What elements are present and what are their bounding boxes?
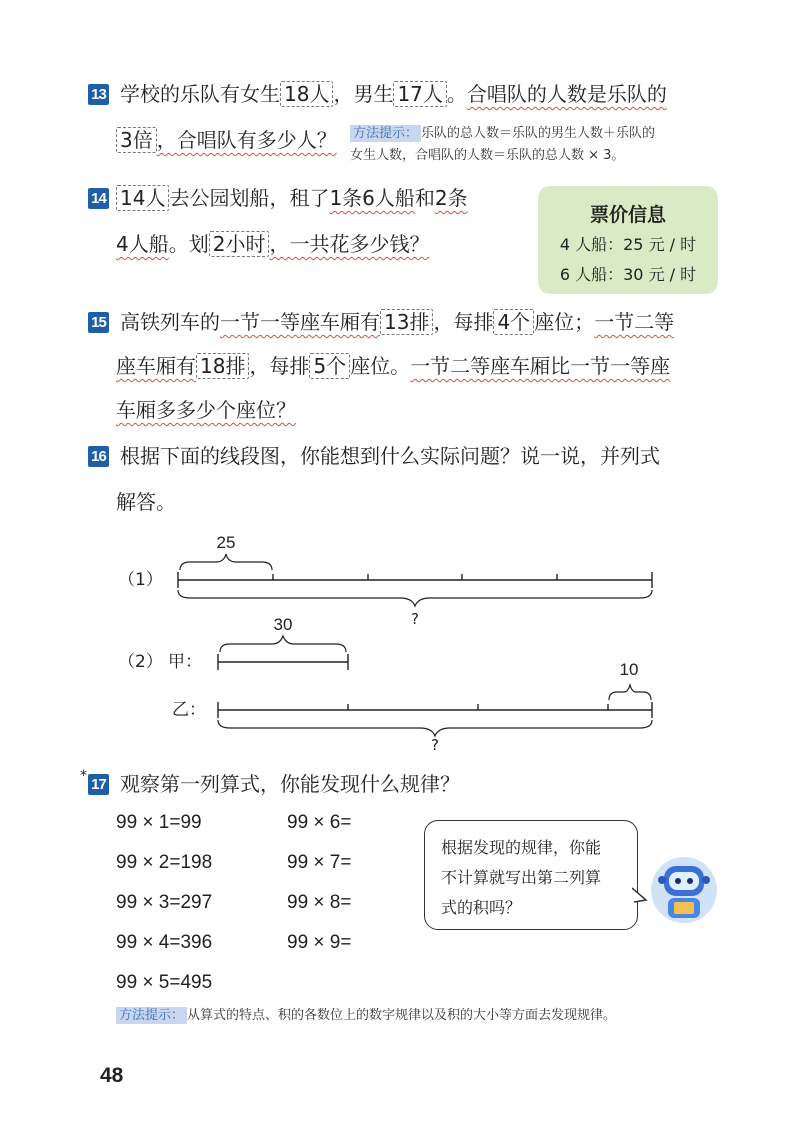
ticket-price-4-person: 4 人船：25 元 / 时: [559, 235, 697, 254]
bubble-tail: [632, 886, 652, 906]
diagram2-jia-value: 30: [273, 615, 293, 634]
q16-line2: 解答。: [116, 490, 176, 514]
speech-bubble: [424, 820, 638, 930]
q14-line2: 4人船。划 2小时 ，一共花多少钱？: [116, 232, 430, 256]
question-number-14: 14: [88, 188, 109, 209]
diagram2-label: （2）: [118, 652, 163, 672]
equation-col2-row2: 99 × 7=: [287, 852, 352, 873]
bubble-line2: 不计算就写出第二列算: [441, 868, 602, 887]
ticket-price-6-person: 6 人船：30 元 / 时: [559, 265, 697, 284]
equation-col1-row2: 99 × 2=198: [116, 852, 213, 873]
question-number-13: 13: [88, 84, 109, 105]
equation-col1-row4: 99 × 4=396: [116, 932, 213, 953]
diagram2-yi-line: [218, 702, 652, 718]
question-number-17: 17: [88, 774, 109, 795]
question-number-15: 15: [88, 312, 109, 333]
equation-col1-row3: 99 × 3=297: [116, 892, 213, 913]
diagram2-question-mark: ?: [431, 736, 439, 754]
q14-line1: 14人 去公园划船，租了1条6人船和2条: [116, 184, 468, 212]
diagram2-yi-brace: [609, 685, 651, 700]
equation-col2-row1: 99 × 6=: [287, 812, 352, 833]
equation-col2-row3: 99 × 8=: [287, 892, 352, 913]
method-tip-label: 方法提示：: [350, 125, 421, 142]
diagram2-jia-brace: [220, 636, 346, 652]
diagram1-top-brace: [180, 554, 272, 570]
diagram2-yi-label: 乙：: [172, 700, 206, 720]
equation-col2-row4: 99 × 9=: [287, 932, 352, 953]
diagram1-question-mark: ?: [411, 610, 419, 628]
diagram1-label: （1）: [118, 570, 163, 590]
q17-line1: 观察第一列算式，你能发现什么规律？: [120, 772, 460, 796]
q13-line2: 3倍 ，合唱队有多少人？: [116, 126, 337, 154]
q13-tip-line2: 女生人数，合唱队的人数＝乐队的总人数 × 3。: [350, 148, 625, 163]
diagram1-line: [178, 572, 652, 588]
q17-tip: 方法提示： 从算式的特点、积的各数位上的数字规律以及积的大小等方面去发现规律。: [116, 1006, 616, 1026]
q15-line2: 座车厢有 18排 ，每排 5个 座位。一节二等座车厢比一节一等座: [116, 354, 671, 378]
q16-line1: 根据下面的线段图，你能想到什么实际问题？说一说，并列式: [120, 444, 660, 468]
ticket-title: 票价信息: [589, 204, 666, 226]
diagram2-jia-line: [218, 654, 348, 670]
bubble-line1: 根据发现的规律，你能: [441, 838, 602, 857]
robot-mascot-icon: [650, 850, 720, 930]
diagram2-bottom-brace: [218, 720, 652, 736]
q15-line3: 车厢多多少个座位？: [116, 398, 296, 422]
question-number-16: 16: [88, 446, 109, 467]
equation-col1-row1: 99 × 1=99: [116, 812, 202, 833]
q13-tip-line1: 方法提示： 乐队的总人数＝乐队的男生人数＋乐队的: [350, 124, 655, 144]
page-number: 48: [100, 1064, 124, 1087]
diagram1-bottom-brace: [178, 590, 652, 606]
diagram2-yi-value: 10: [619, 660, 639, 679]
bubble-line3: 式的积吗？: [441, 898, 522, 917]
method-tip-label-2: 方法提示：: [116, 1007, 187, 1024]
q15-line1: 高铁列车的一节一等座车厢有 13排 ，每排 4个 座位；一节二等: [120, 310, 675, 334]
diagram2-jia-label: 甲：: [168, 652, 202, 672]
diagram1-value: 25: [216, 533, 236, 552]
equation-col1-row5: 99 × 5=495: [116, 972, 213, 993]
optional-star: *: [80, 768, 87, 784]
q13-line1: 学校的乐队有女生 18人 ，男生 17人 。合唱队的人数是乐队的: [120, 82, 667, 106]
